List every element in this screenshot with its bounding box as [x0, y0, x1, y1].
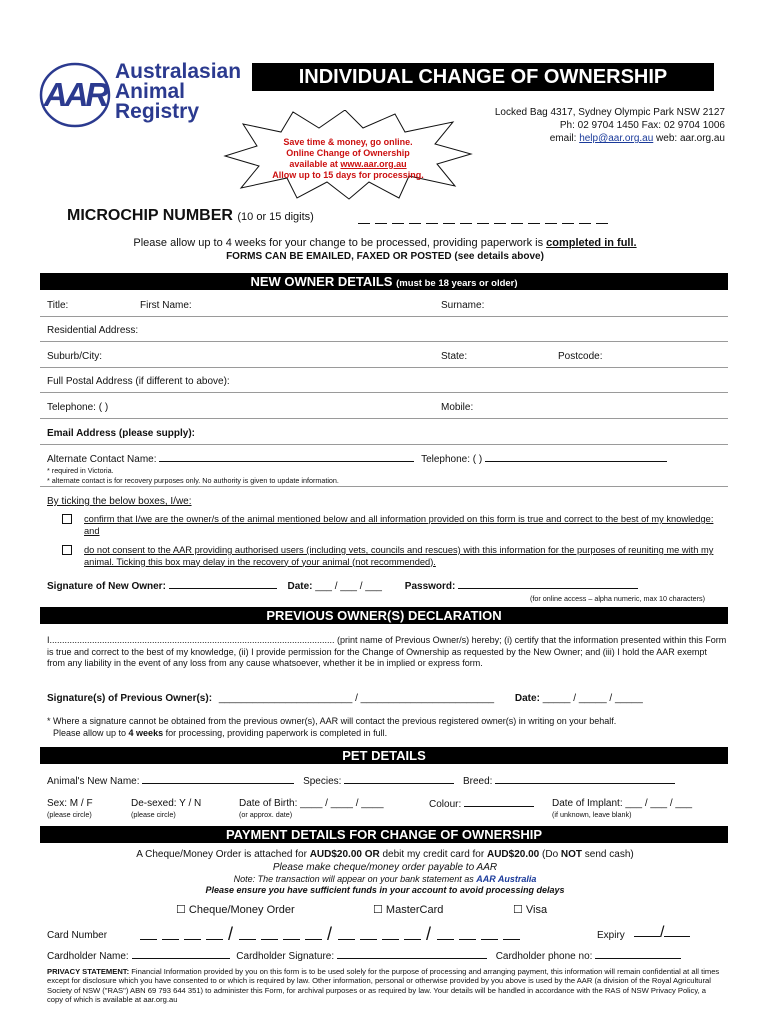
payment-line-1 [0, 849, 770, 860]
card-digit-slot[interactable] [382, 927, 399, 940]
microchip-digit-slot[interactable] [579, 213, 591, 224]
logo-line-3: Registry [115, 100, 200, 123]
microchip-digit-slot[interactable] [494, 213, 506, 224]
expiry-label: Expiry [597, 930, 625, 941]
consent-checkbox-1[interactable] [62, 514, 72, 524]
payment-line-1-e: (Do [539, 849, 561, 860]
prev-signature-label: Signature(s) of Previous Owner(s): [47, 693, 213, 704]
pet-name-label: Animal's New Name: [47, 776, 140, 787]
microchip-input[interactable] [358, 211, 613, 229]
starburst-line-1: Save time & money, go online. [283, 137, 413, 147]
field-first-name[interactable]: First Name: [140, 300, 192, 311]
expiry-input[interactable]: / [634, 924, 690, 942]
card-digit-slot[interactable] [184, 927, 201, 940]
alt-telephone-label: Telephone: ( ) [421, 454, 483, 465]
pet-breed-label: Breed: [462, 776, 493, 787]
new-owner-heading-text: NEW OWNER DETAILS [250, 274, 393, 289]
starburst-line-3 [265, 159, 431, 169]
card-digit-slot[interactable] [404, 927, 421, 940]
card-digit-slot[interactable] [206, 927, 223, 940]
pet-dob-label: Date of Birth: [239, 798, 298, 809]
option-mastercard[interactable]: ☐ MasterCard [373, 904, 444, 916]
contact-email-link[interactable]: help@aar.org.au [579, 133, 654, 144]
pet-implant-label: Date of Implant: [552, 798, 623, 809]
processing-notice [0, 237, 770, 249]
consent-text-1: confirm that I/we are the owner/s of the animal mentioned below and all information provided on this form is true and correct to the best of my knowledge: and [84, 514, 714, 536]
card-digit-slot[interactable] [437, 927, 454, 940]
signature-label: Signature of New Owner: [47, 581, 166, 592]
aar-logo-mark [38, 60, 112, 130]
starburst-line-2: Online Change of Ownership [286, 148, 410, 158]
logo-line-2: Animal [115, 80, 186, 103]
field-postal-address[interactable]: Full Postal Address (if different to above): [47, 376, 230, 387]
privacy-statement [47, 967, 723, 1004]
card-group-separator: / [327, 924, 333, 944]
starburst-line-3-text: available at [289, 159, 341, 169]
microchip-digit-slot[interactable] [511, 213, 523, 224]
prev-date-sep: _____ / _____ / _____ [542, 693, 643, 704]
microchip-digit-slot[interactable] [562, 213, 574, 224]
prev-date-label: Date: [514, 693, 540, 704]
field-mobile[interactable]: Mobile: [441, 402, 474, 413]
pet-implant-sep: ___ / ___ / ___ [625, 798, 693, 809]
microchip-digit-slot[interactable] [358, 213, 370, 224]
microchip-digit-slot[interactable] [545, 213, 557, 224]
password-note: (for online access – alpha numeric, max 10 characters) [530, 594, 705, 603]
field-title[interactable]: Title: [47, 300, 69, 311]
prev-note-2-text: Please allow up to [53, 728, 129, 738]
payment-line-3-link: AAR Australia [476, 874, 537, 884]
prev-note-1: * Where a signature cannot be obtained from the previous owner(s), AAR will contact the previous registered owner(s) in writing on your behalf. [47, 716, 617, 726]
date-sep: ___ / ___ / ___ [315, 581, 382, 592]
card-group-separator: / [228, 924, 234, 944]
note-alt-contact: * alternate contact is for recovery purposes only. No authority is given to update information. [47, 476, 339, 485]
prev-note-2 [53, 728, 387, 738]
pet-species-label: Species: [303, 776, 342, 787]
microchip-digit-slot[interactable] [596, 213, 608, 224]
payment-line-1-g: send cash) [582, 849, 634, 860]
starburst-link[interactable]: www.aar.org.au [340, 159, 407, 169]
privacy-text: Financial Information provided by you on this form is to be used solely for the purpose of processing and arranging payment, this information will remain confidential at all times except for disclosure which you have consented to or which is required by law. Other information, personal or otherwise provided by you above is used by the AAR (a division of the Royal Agricultural Society of NSW ("RAS") ABN 69 793 644 351) to administer this Form, for archival purposes or as required by law. Your details will be handled in accordance with the RAS of NSW Privacy Policy, a copy of which is available at aar.org.au [47, 967, 720, 1004]
prev-signature-line: ________________________ / ________________________ [218, 693, 495, 704]
payment-line-1-c: debit my credit card for [379, 849, 487, 860]
card-digit-slot[interactable] [239, 927, 256, 940]
microchip-digit-slot[interactable] [409, 213, 421, 224]
alt-contact-label: Alternate Contact Name: [47, 454, 157, 465]
pet-dob[interactable] [239, 798, 384, 809]
alt-contact-row[interactable] [47, 453, 667, 465]
pet-sex[interactable]: Sex: M / F [47, 798, 93, 809]
starburst-line-4: Allow up to 15 days for processing. [272, 170, 424, 180]
previous-owner-heading: PREVIOUS OWNER(S) DECLARATION [40, 607, 728, 624]
card-digit-slot[interactable] [338, 927, 355, 940]
payment-line-1-a: A Cheque/Money Order is attached for [136, 849, 310, 860]
contact-web: web: aar.org.au [653, 133, 725, 144]
card-digit-slot[interactable] [503, 927, 520, 940]
microchip-digit-slot[interactable] [460, 213, 472, 224]
consent-checkbox-2[interactable] [62, 545, 72, 555]
new-owner-heading [40, 273, 728, 290]
note-victoria: * required in Victoria. [47, 466, 114, 475]
field-residential-address[interactable]: Residential Address: [47, 325, 139, 336]
payment-heading: PAYMENT DETAILS FOR CHANGE OF OWNERSHIP [40, 826, 728, 843]
ticking-intro: By ticking the below boxes, I/we: [47, 496, 192, 507]
new-owner-heading-note: (must be 18 years or older) [396, 278, 518, 289]
microchip-hint: (10 or 15 digits) [237, 211, 314, 223]
card-digit-slot[interactable] [261, 927, 278, 940]
payment-line-1-b: AUD$20.00 OR [309, 849, 380, 860]
card-group-separator: / [426, 924, 432, 944]
payment-line-3-text: Note: The transaction will appear on your bank statement as [233, 874, 477, 884]
field-email[interactable]: Email Address (please supply): [47, 428, 196, 439]
contact-address: Locked Bag 4317, Sydney Olympic Park NSW 2127 [494, 107, 725, 118]
consent-text-2: do not consent to the AAR providing authorised users (including vets, councils and rescues) with this information for the purposes of reuniting me with my animal. Ticking this box may delay in the recovery of your animal (not recommended). [84, 545, 714, 567]
payment-line-4: Please ensure you have sufficient funds in your account to avoid processing delays [205, 885, 565, 895]
card-digit-slot[interactable] [481, 927, 498, 940]
password-label: Password: [404, 581, 456, 592]
prev-signature-row[interactable] [47, 693, 643, 704]
microchip-digit-slot[interactable] [528, 213, 540, 224]
prev-note-2-emph: 4 weeks [128, 728, 164, 738]
payment-line-1-f: NOT [560, 849, 583, 860]
contact-email-line [550, 133, 725, 144]
card-digit-slot[interactable] [360, 927, 377, 940]
payment-line-1-d: AUD$20.00 [486, 849, 540, 860]
signature-row[interactable] [47, 580, 638, 592]
pet-dob-note: (or approx. date) [239, 810, 293, 819]
pet-colour-label: Colour: [429, 799, 462, 810]
date-label: Date: [287, 581, 313, 592]
field-telephone[interactable]: Telephone: ( ) [47, 402, 109, 413]
microchip-digit-slot[interactable] [443, 213, 455, 224]
pet-desexed-note: (please circle) [131, 810, 176, 819]
logo-line-1: Australasian [115, 60, 242, 83]
field-state[interactable]: State: [441, 351, 468, 362]
pet-row-1[interactable] [47, 775, 675, 787]
cardholder-signature-label: Cardholder Signature: [236, 951, 335, 962]
microchip-digit-slot[interactable] [477, 213, 489, 224]
card-digit-slot[interactable] [459, 927, 476, 940]
microchip-digit-slot[interactable] [375, 213, 387, 224]
aar-logo [38, 60, 248, 130]
processing-notice-text: Please allow up to 4 weeks for your change to be processed, providing paperwork is [133, 237, 547, 249]
option-visa[interactable]: ☐ Visa [513, 904, 548, 916]
pet-colour[interactable] [429, 798, 534, 810]
contact-email-label: email: [549, 133, 580, 144]
prev-note-2-tail: for processing, providing paperwork is completed in full. [163, 728, 388, 738]
card-number-input[interactable] [140, 924, 525, 945]
field-surname[interactable]: Surname: [441, 300, 485, 311]
form-title: INDIVIDUAL CHANGE OF OWNERSHIP [252, 63, 714, 91]
forms-notice: FORMS CAN BE EMAILED, FAXED OR POSTED (see details above) [226, 251, 544, 262]
pet-desexed[interactable]: De-sexed: Y / N [131, 798, 202, 809]
pet-implant-note: (if unknown, leave blank) [552, 810, 632, 819]
microchip-row [67, 207, 314, 225]
cardholder-name-label: Cardholder Name: [47, 951, 129, 962]
card-digit-slot[interactable] [283, 927, 300, 940]
previous-owner-declaration: I.................................................................................................................. (print name of Previous Owner/s) hereby; (i) certify that the information presented within this Form is true and correct to the best of my knowledge, (ii) I provide permission for the Change of Ownership as requested by the New Owner; and (iii) I hold the AAR exempt from any liability in the event of any loss from any cause whatsoever, whether it be in implied or express form. [47, 635, 727, 669]
card-digit-slot[interactable] [305, 927, 322, 940]
pet-dob-sep: ____ / ____ / ____ [300, 798, 384, 809]
card-digit-slot[interactable] [140, 927, 157, 940]
payment-line-3 [0, 874, 770, 884]
card-number-label: Card Number [47, 930, 108, 941]
contact-phone: Ph: 02 9704 1450 Fax: 02 9704 1006 [559, 120, 725, 131]
cardholder-phone-label: Cardholder phone no: [495, 951, 593, 962]
payment-line-2: Please make cheque/money order payable to AAR [272, 862, 498, 873]
pet-details-heading: PET DETAILS [40, 747, 728, 764]
pet-sex-note: (please circle) [47, 810, 92, 819]
pet-implant[interactable] [552, 798, 692, 809]
microchip-digit-slot[interactable] [392, 213, 404, 224]
cardholder-row[interactable] [47, 950, 681, 962]
field-postcode[interactable]: Postcode: [558, 351, 603, 362]
privacy-label: PRIVACY STATEMENT: [47, 967, 130, 976]
option-cheque[interactable]: ☐ Cheque/Money Order [176, 904, 295, 916]
field-suburb[interactable]: Suburb/City: [47, 351, 103, 362]
microchip-label: MICROCHIP NUMBER [67, 207, 233, 224]
svg-text:AAR: AAR [43, 76, 107, 113]
microchip-digit-slot[interactable] [426, 213, 438, 224]
card-digit-slot[interactable] [162, 927, 179, 940]
processing-notice-emph: completed in full. [546, 237, 637, 249]
